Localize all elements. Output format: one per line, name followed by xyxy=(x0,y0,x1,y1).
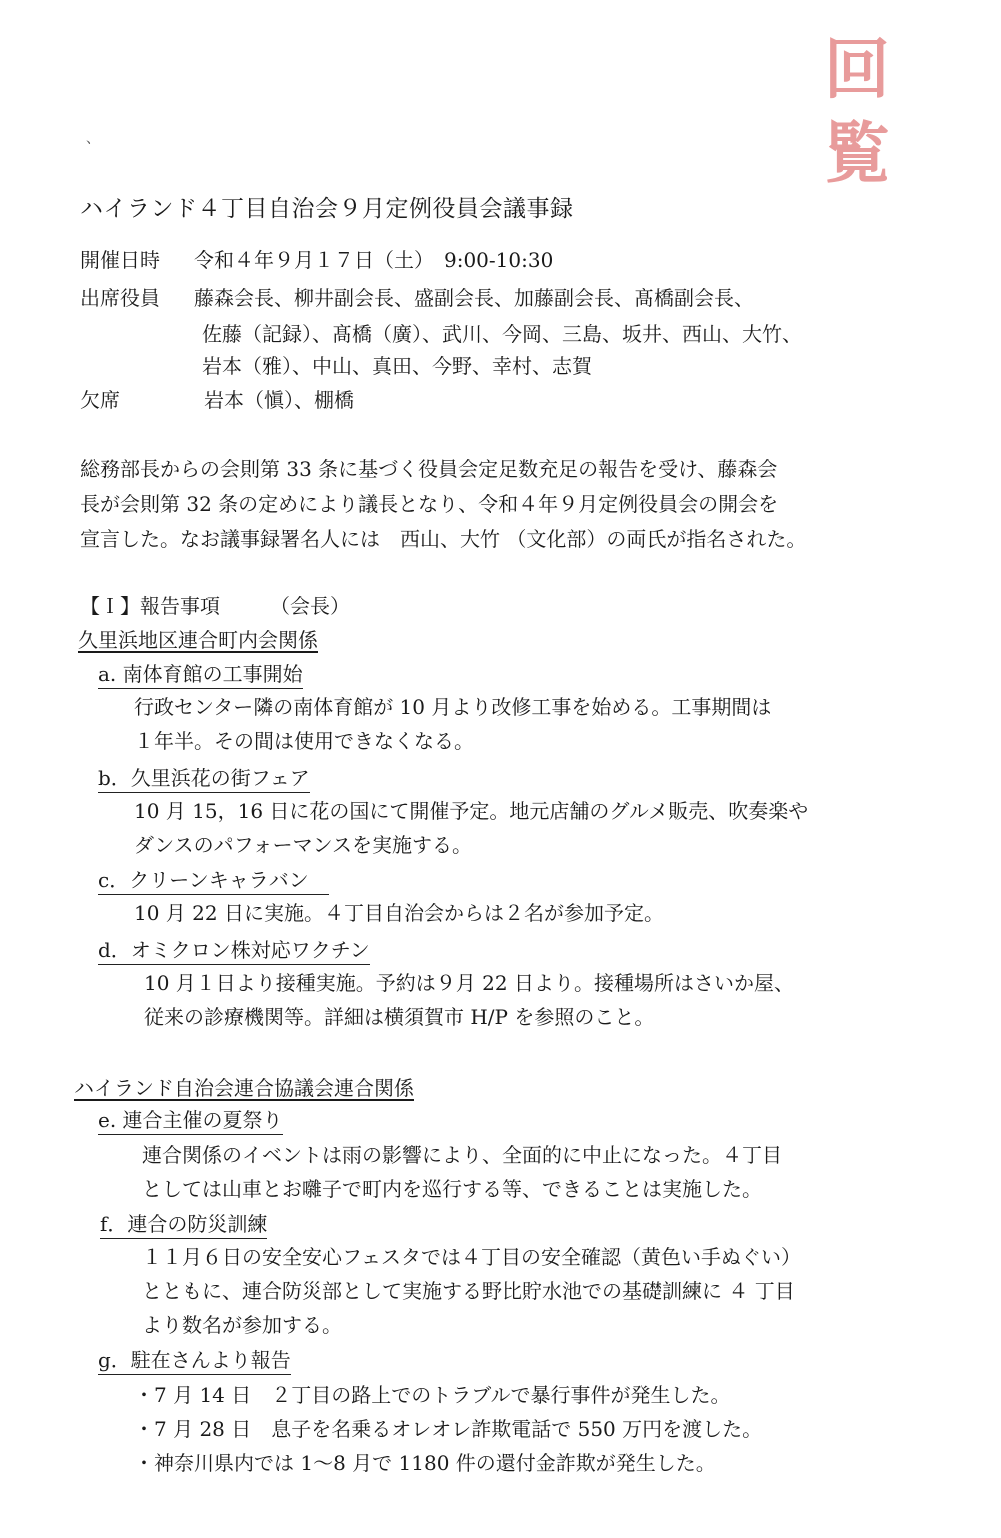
item-a-body xyxy=(134,690,771,758)
item-b-line: 10 月 15，16 日に花の国にて開催予定。地元店舗のグルメ販売、吹奏楽や xyxy=(134,799,809,823)
absent-value: 岩本（愼）、棚橋 xyxy=(204,388,354,412)
absent-row xyxy=(80,384,354,413)
item-b-line: ダンスのパフォーマンスを実施する。 xyxy=(134,833,472,857)
group-title-kurihama: 久里浜地区連合町内会関係 xyxy=(78,628,318,652)
item-c-body xyxy=(134,896,664,930)
item-e-title: e. 連合主催の夏祭り xyxy=(98,1104,283,1135)
attendees-line-2: 佐藤（記録）、髙橋（廣）、武川、今岡、三島、坂井、西山、大竹、 xyxy=(202,322,802,346)
attendees-label: 出席役員 xyxy=(80,286,160,310)
item-f-title: f．連合の防災訓練 xyxy=(100,1208,267,1239)
meeting-date-row xyxy=(80,244,554,273)
item-a-title: a. 南体育館の工事開始 xyxy=(98,658,303,689)
attendees-line-1: 藤森会長、柳井副会長、盛副会長、加藤副会長、髙橋副会長、 xyxy=(194,286,754,310)
item-f-line: より数名が参加する。 xyxy=(142,1313,342,1337)
intro-paragraph xyxy=(80,452,890,557)
item-b-title: b．久里浜花の街フェア xyxy=(98,762,310,793)
intro-line: 長が会則第 32 条の定めにより議長となり、令和４年９月定例役員会の開会を xyxy=(80,492,779,516)
item-g-line: ・神奈川県内では 1～8 月で 1180 件の還付金詐欺が発生した。 xyxy=(134,1451,716,1475)
item-d-line: 従来の診療機関等。詳細は横須賀市 H/P を参照のこと。 xyxy=(144,1005,655,1029)
item-g-title: g．駐在さんより報告 xyxy=(98,1344,291,1375)
item-c-title: c．クリーンキャラバン xyxy=(98,864,329,895)
item-e-body xyxy=(142,1138,782,1206)
item-d-body xyxy=(144,966,794,1034)
attendees-line-3: 岩本（雅）、中山、真田、今野、幸村、志賀 xyxy=(202,354,592,378)
item-f-line: １１月６日の安全安心フェスタでは４丁目の安全確認（黄色い手ぬぐい） xyxy=(142,1245,801,1269)
intro-line: 宣言した。なお議事録署名人には 西山、大竹 （文化部）の両氏が指名された。 xyxy=(80,527,807,551)
item-g-body xyxy=(134,1378,762,1480)
section-heading: 【Ｉ】報告事項 （会長） xyxy=(80,594,350,618)
item-g-line: ・7 月 14 日 ２丁目の路上でのトラブルで暴行事件が発生した。 xyxy=(134,1383,731,1407)
item-d-title: d．オミクロン株対応ワクチン xyxy=(98,934,370,965)
item-e-line: 連合関係のイベントは雨の影響により、全面的に中止になった。４丁目 xyxy=(142,1143,782,1167)
item-c-line: 10 月 22 日に実施。４丁目自治会からは２名が参加予定。 xyxy=(134,901,664,925)
absent-label: 欠席 xyxy=(80,388,120,412)
item-e-line: としては山車とお囃子で町内を巡行する等、できることは実施した。 xyxy=(142,1177,762,1201)
attendees-row xyxy=(80,282,754,311)
item-f-line: とともに、連合防災部として実施する野比貯水池での基礎訓練に ４ 丁目 xyxy=(142,1279,795,1303)
stamp-char-2: 覧 xyxy=(824,115,890,192)
stray-mark: 、 xyxy=(86,131,100,147)
group-title-highland: ハイランド自治会連合協議会連合関係 xyxy=(74,1076,414,1100)
item-g-line: ・7 月 28 日 息子を名乗るオレオレ詐欺電話で 550 万円を渡した。 xyxy=(134,1417,763,1441)
document-title: ハイランド４丁目自治会９月定例役員会議事録 xyxy=(80,196,574,222)
item-a-line: １年半。その間は使用できなくなる。 xyxy=(134,729,474,753)
item-f-body xyxy=(142,1240,801,1342)
stamp-char-1: 回 xyxy=(824,31,890,108)
item-a-line: 行政センター隣の南体育館が 10 月より改修工事を始める。工事期間は xyxy=(134,695,772,719)
circulation-stamp xyxy=(818,28,896,196)
date-label: 開催日時 xyxy=(80,248,160,272)
intro-line: 総務部長からの会則第 33 条に基づく役員会定足数充足の報告を受け、藤森会 xyxy=(80,457,778,481)
item-b-body xyxy=(134,794,808,862)
date-value: 令和４年９月１７日（土） 9:00-10:30 xyxy=(194,248,554,272)
item-d-line: 10 月１日より接種実施。予約は９月 22 日より。接種場所はさいか屋、 xyxy=(144,971,794,995)
